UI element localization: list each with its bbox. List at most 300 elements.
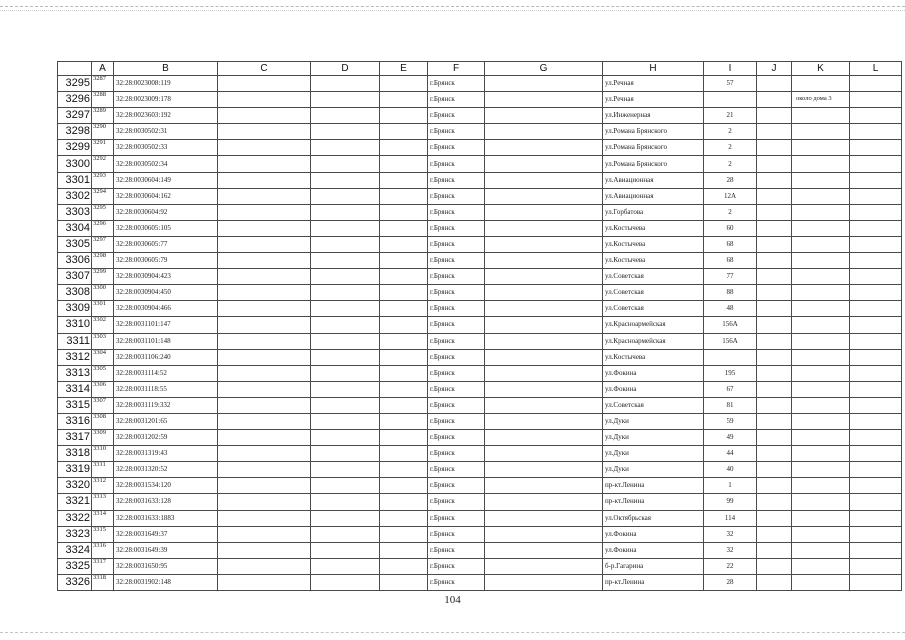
cell-e: [380, 285, 428, 301]
note-cell: [792, 301, 850, 317]
row-number: 3295: [58, 76, 92, 92]
table-row: [58, 430, 902, 446]
cell-c: [218, 542, 311, 558]
street-cell: б-р.Гагарина: [603, 558, 704, 574]
city-cell: г.Брянск: [428, 558, 485, 574]
cadastral-number: 32:28:0031202:59: [114, 430, 218, 446]
note-cell: [792, 108, 850, 124]
note-cell: [792, 124, 850, 140]
cell-l: [850, 381, 902, 397]
cell-g: [485, 220, 603, 236]
row-number: 3298: [58, 124, 92, 140]
cell-e: [380, 494, 428, 510]
cell-c: [218, 478, 311, 494]
cell-e: [380, 156, 428, 172]
spreadsheet-table: [57, 61, 902, 591]
cell-e: [380, 76, 428, 92]
note-cell: [792, 478, 850, 494]
cell-e: [380, 140, 428, 156]
cadastral-number: 32:28:0030605:105: [114, 220, 218, 236]
record-number: 3306: [92, 381, 114, 397]
street-cell: ул.Фокина: [603, 526, 704, 542]
cell-j: [757, 236, 792, 252]
row-number: 3315: [58, 397, 92, 413]
street-cell: ул.Романа Брянского: [603, 140, 704, 156]
city-cell: г.Брянск: [428, 204, 485, 220]
city-cell: г.Брянск: [428, 76, 485, 92]
cell-d: [311, 397, 380, 413]
record-number: 3302: [92, 317, 114, 333]
note-cell: [792, 542, 850, 558]
column-header: I: [704, 62, 757, 76]
row-number: 3326: [58, 574, 92, 590]
cell-c: [218, 558, 311, 574]
table-row: [58, 574, 902, 590]
note-cell: [792, 317, 850, 333]
row-number: 3318: [58, 446, 92, 462]
cell-d: [311, 494, 380, 510]
cell-g: [485, 430, 603, 446]
house-number: 49: [704, 430, 757, 446]
row-number: 3307: [58, 269, 92, 285]
cell-c: [218, 253, 311, 269]
house-number: 32: [704, 526, 757, 542]
street-cell: пр-кт.Ленина: [603, 574, 704, 590]
cadastral-number: 32:28:0023603:192: [114, 108, 218, 124]
row-number: 3297: [58, 108, 92, 124]
cell-g: [485, 462, 603, 478]
city-cell: г.Брянск: [428, 301, 485, 317]
city-cell: г.Брянск: [428, 494, 485, 510]
street-cell: ул.Дуки: [603, 430, 704, 446]
record-number: 3318: [92, 574, 114, 590]
cell-e: [380, 526, 428, 542]
table-row: [58, 188, 902, 204]
house-number: 60: [704, 220, 757, 236]
cell-l: [850, 76, 902, 92]
record-number: 3301: [92, 301, 114, 317]
table-row: [58, 76, 902, 92]
cell-l: [850, 172, 902, 188]
cell-e: [380, 574, 428, 590]
cell-c: [218, 92, 311, 108]
street-cell: ул.Красноармейская: [603, 333, 704, 349]
note-cell: [792, 140, 850, 156]
cell-c: [218, 204, 311, 220]
house-number: 59: [704, 413, 757, 429]
cell-e: [380, 349, 428, 365]
cadastral-number: 32:28:0023008:119: [114, 76, 218, 92]
record-number: 3300: [92, 285, 114, 301]
city-cell: г.Брянск: [428, 462, 485, 478]
house-number: [704, 92, 757, 108]
cadastral-number: 32:28:0030502:31: [114, 124, 218, 140]
record-number: 3307: [92, 397, 114, 413]
house-number: 2: [704, 140, 757, 156]
record-number: 3299: [92, 269, 114, 285]
cell-j: [757, 397, 792, 413]
cell-l: [850, 253, 902, 269]
record-number: 3288: [92, 92, 114, 108]
house-number: 44: [704, 446, 757, 462]
note-cell: [792, 365, 850, 381]
city-cell: г.Брянск: [428, 124, 485, 140]
cadastral-number: 32:28:0030502:33: [114, 140, 218, 156]
house-number: 2: [704, 204, 757, 220]
cell-d: [311, 542, 380, 558]
street-cell: ул.Авиационная: [603, 172, 704, 188]
cell-d: [311, 381, 380, 397]
cell-e: [380, 365, 428, 381]
record-number: 3304: [92, 349, 114, 365]
cadastral-number: 32:28:0031649:37: [114, 526, 218, 542]
cell-l: [850, 269, 902, 285]
note-cell: [792, 349, 850, 365]
house-number: 88: [704, 285, 757, 301]
cell-c: [218, 285, 311, 301]
cell-d: [311, 285, 380, 301]
cell-l: [850, 526, 902, 542]
note-cell: [792, 430, 850, 446]
cell-d: [311, 413, 380, 429]
note-cell: [792, 333, 850, 349]
page-number: 104: [444, 594, 461, 606]
row-number: 3316: [58, 413, 92, 429]
cadastral-number: 32:28:0031106:240: [114, 349, 218, 365]
cadastral-number: 32:28:0030604:149: [114, 172, 218, 188]
cell-g: [485, 333, 603, 349]
column-header: D: [311, 62, 380, 76]
column-header: E: [380, 62, 428, 76]
city-cell: г.Брянск: [428, 365, 485, 381]
cadastral-number: 32:28:0030605:77: [114, 236, 218, 252]
note-cell: [792, 269, 850, 285]
cell-j: [757, 172, 792, 188]
cell-l: [850, 542, 902, 558]
house-number: 40: [704, 462, 757, 478]
cell-l: [850, 301, 902, 317]
cell-g: [485, 92, 603, 108]
cell-j: [757, 204, 792, 220]
record-number: 3303: [92, 333, 114, 349]
cell-e: [380, 413, 428, 429]
note-cell: около дома 3: [792, 92, 850, 108]
table-row: [58, 494, 902, 510]
city-cell: г.Брянск: [428, 317, 485, 333]
house-number: 67: [704, 381, 757, 397]
cell-l: [850, 413, 902, 429]
cell-l: [850, 92, 902, 108]
cell-j: [757, 220, 792, 236]
cell-j: [757, 188, 792, 204]
street-cell: ул.Горбатова: [603, 204, 704, 220]
cell-e: [380, 381, 428, 397]
cell-j: [757, 365, 792, 381]
cadastral-number: 32:28:0031320:52: [114, 462, 218, 478]
cell-g: [485, 574, 603, 590]
city-cell: г.Брянск: [428, 253, 485, 269]
row-number: 3302: [58, 188, 92, 204]
cell-d: [311, 236, 380, 252]
cell-l: [850, 124, 902, 140]
cell-d: [311, 574, 380, 590]
table-row: [58, 397, 902, 413]
cell-c: [218, 349, 311, 365]
house-number: 68: [704, 236, 757, 252]
cell-l: [850, 317, 902, 333]
cell-d: [311, 156, 380, 172]
note-cell: [792, 413, 850, 429]
cell-l: [850, 574, 902, 590]
cell-c: [218, 397, 311, 413]
record-number: 3293: [92, 172, 114, 188]
column-header: B: [114, 62, 218, 76]
street-cell: ул.Советская: [603, 285, 704, 301]
city-cell: г.Брянск: [428, 510, 485, 526]
cell-l: [850, 156, 902, 172]
cadastral-number: 32:28:0031534:120: [114, 478, 218, 494]
table-row: [58, 140, 902, 156]
note-cell: [792, 204, 850, 220]
column-header: K: [792, 62, 850, 76]
cell-j: [757, 478, 792, 494]
city-cell: г.Брянск: [428, 478, 485, 494]
record-number: 3292: [92, 156, 114, 172]
cell-g: [485, 301, 603, 317]
column-header: H: [603, 62, 704, 76]
cell-j: [757, 542, 792, 558]
cell-d: [311, 301, 380, 317]
table-row: [58, 349, 902, 365]
record-number: 3308: [92, 413, 114, 429]
cell-g: [485, 365, 603, 381]
cell-e: [380, 124, 428, 140]
note-cell: [792, 172, 850, 188]
house-number: 28: [704, 574, 757, 590]
house-number: 114: [704, 510, 757, 526]
table-row: [58, 204, 902, 220]
note-cell: [792, 558, 850, 574]
cell-l: [850, 236, 902, 252]
cell-j: [757, 381, 792, 397]
cell-c: [218, 413, 311, 429]
cell-g: [485, 172, 603, 188]
cell-d: [311, 446, 380, 462]
row-number: 3301: [58, 172, 92, 188]
column-header: G: [485, 62, 603, 76]
row-number: 3296: [58, 92, 92, 108]
cell-g: [485, 446, 603, 462]
city-cell: г.Брянск: [428, 172, 485, 188]
cell-e: [380, 333, 428, 349]
column-header: A: [92, 62, 114, 76]
record-number: 3312: [92, 478, 114, 494]
cell-e: [380, 269, 428, 285]
cell-d: [311, 220, 380, 236]
house-number: [704, 349, 757, 365]
row-number: 3321: [58, 494, 92, 510]
table-row: [58, 510, 902, 526]
record-number: 3290: [92, 124, 114, 140]
cell-g: [485, 253, 603, 269]
cell-j: [757, 156, 792, 172]
cell-d: [311, 333, 380, 349]
street-cell: ул.Костычева: [603, 236, 704, 252]
cell-l: [850, 510, 902, 526]
cell-j: [757, 510, 792, 526]
cell-d: [311, 317, 380, 333]
street-cell: ул.Советская: [603, 397, 704, 413]
record-number: 3311: [92, 462, 114, 478]
cell-j: [757, 76, 792, 92]
house-number: 68: [704, 253, 757, 269]
cell-e: [380, 317, 428, 333]
street-cell: ул.Костычева: [603, 253, 704, 269]
cell-j: [757, 349, 792, 365]
cell-c: [218, 76, 311, 92]
house-number: 2: [704, 156, 757, 172]
cell-g: [485, 413, 603, 429]
record-number: 3297: [92, 236, 114, 252]
house-number: 28: [704, 172, 757, 188]
city-cell: г.Брянск: [428, 349, 485, 365]
row-number: 3305: [58, 236, 92, 252]
city-cell: г.Брянск: [428, 574, 485, 590]
note-cell: [792, 574, 850, 590]
cell-c: [218, 269, 311, 285]
cadastral-number: 32:28:0023009:178: [114, 92, 218, 108]
cell-e: [380, 172, 428, 188]
street-cell: ул.Фокина: [603, 365, 704, 381]
street-cell: пр-кт.Ленина: [603, 494, 704, 510]
table-row: [58, 365, 902, 381]
cell-j: [757, 574, 792, 590]
cell-d: [311, 253, 380, 269]
city-cell: г.Брянск: [428, 108, 485, 124]
house-number: 22: [704, 558, 757, 574]
street-cell: ул.Речная: [603, 76, 704, 92]
street-cell: пр-кт.Ленина: [603, 478, 704, 494]
record-number: 3294: [92, 188, 114, 204]
cell-l: [850, 204, 902, 220]
street-cell: ул.Романа Брянского: [603, 156, 704, 172]
street-cell: ул.Романа Брянского: [603, 124, 704, 140]
cell-g: [485, 494, 603, 510]
row-number: 3324: [58, 542, 92, 558]
row-number: 3325: [58, 558, 92, 574]
city-cell: г.Брянск: [428, 381, 485, 397]
note-cell: [792, 76, 850, 92]
record-number: 3310: [92, 446, 114, 462]
city-cell: г.Брянск: [428, 220, 485, 236]
cell-e: [380, 92, 428, 108]
street-cell: ул.Советская: [603, 301, 704, 317]
table-row: [58, 317, 902, 333]
cell-j: [757, 446, 792, 462]
note-cell: [792, 285, 850, 301]
cell-d: [311, 204, 380, 220]
cadastral-number: 32:28:0031101:147: [114, 317, 218, 333]
cell-g: [485, 526, 603, 542]
row-number: 3309: [58, 301, 92, 317]
cell-j: [757, 494, 792, 510]
street-cell: ул.Дуки: [603, 462, 704, 478]
cadastral-number: 32:28:0030904:423: [114, 269, 218, 285]
record-number: 3296: [92, 220, 114, 236]
table-row: [58, 446, 902, 462]
city-cell: г.Брянск: [428, 526, 485, 542]
row-number: 3312: [58, 349, 92, 365]
cadastral-number: 32:28:0030502:34: [114, 156, 218, 172]
cell-c: [218, 156, 311, 172]
street-cell: ул.Дуки: [603, 446, 704, 462]
cell-l: [850, 188, 902, 204]
note-cell: [792, 156, 850, 172]
column-header: C: [218, 62, 311, 76]
cell-g: [485, 381, 603, 397]
cell-j: [757, 285, 792, 301]
cell-j: [757, 269, 792, 285]
cadastral-number: 32:28:0031114:52: [114, 365, 218, 381]
cell-e: [380, 510, 428, 526]
cadastral-number: 32:28:0031319:43: [114, 446, 218, 462]
cell-d: [311, 124, 380, 140]
cell-j: [757, 108, 792, 124]
row-number: 3304: [58, 220, 92, 236]
cadastral-number: 32:28:0031633:1883: [114, 510, 218, 526]
note-cell: [792, 494, 850, 510]
row-number: 3313: [58, 365, 92, 381]
cell-c: [218, 172, 311, 188]
row-number: 3323: [58, 526, 92, 542]
city-cell: г.Брянск: [428, 140, 485, 156]
city-cell: г.Брянск: [428, 236, 485, 252]
table-row: [58, 108, 902, 124]
table-row: [58, 172, 902, 188]
house-number: 156А: [704, 333, 757, 349]
cell-c: [218, 510, 311, 526]
cadastral-number: 32:28:0031118:55: [114, 381, 218, 397]
cell-e: [380, 253, 428, 269]
cell-c: [218, 140, 311, 156]
row-number: 3317: [58, 430, 92, 446]
cell-g: [485, 510, 603, 526]
row-number: 3322: [58, 510, 92, 526]
row-number: 3319: [58, 462, 92, 478]
cell-g: [485, 76, 603, 92]
record-number: 3289: [92, 108, 114, 124]
street-cell: ул.Октябрьская: [603, 510, 704, 526]
scan-artifact-bottom: [0, 632, 905, 635]
table-row: [58, 269, 902, 285]
house-number: 12А: [704, 188, 757, 204]
street-cell: ул.Инженерная: [603, 108, 704, 124]
table-row: [58, 478, 902, 494]
cell-d: [311, 108, 380, 124]
cell-l: [850, 462, 902, 478]
street-cell: ул.Костычева: [603, 349, 704, 365]
city-cell: г.Брянск: [428, 92, 485, 108]
cell-g: [485, 269, 603, 285]
column-header: L: [850, 62, 902, 76]
cell-c: [218, 124, 311, 140]
cadastral-number: 32:28:0031650:95: [114, 558, 218, 574]
house-number: 195: [704, 365, 757, 381]
house-number: 2: [704, 124, 757, 140]
cell-j: [757, 413, 792, 429]
cell-g: [485, 558, 603, 574]
cadastral-number: 32:28:0031902:148: [114, 574, 218, 590]
